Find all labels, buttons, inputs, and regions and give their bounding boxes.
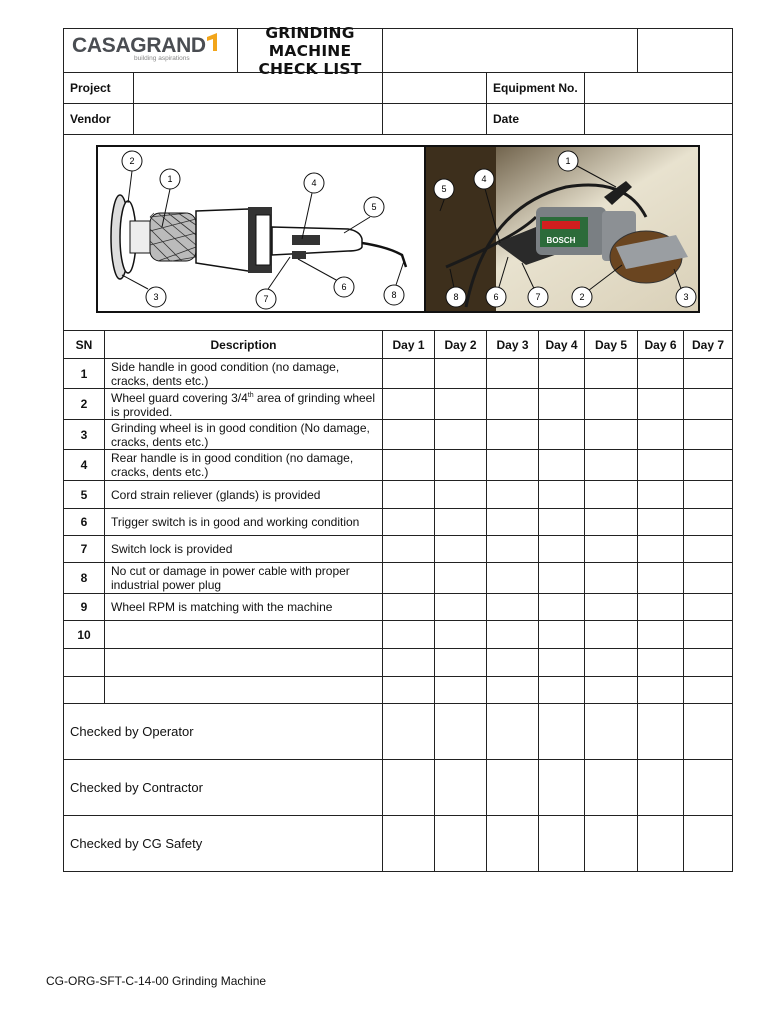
day-2-cell[interactable]: [435, 649, 487, 677]
day-6-cell[interactable]: [638, 594, 684, 621]
desc-text: area of grinding wheel is provided.: [111, 391, 376, 419]
signoff-day-7-cell[interactable]: [684, 816, 733, 872]
desc-text: Wheel guard covering 3/4: [111, 391, 248, 405]
day-3-cell[interactable]: [487, 420, 539, 450]
photo-row: [64, 135, 733, 331]
day-5-cell[interactable]: [585, 420, 638, 450]
day-5-cell[interactable]: [585, 677, 638, 704]
day-2-cell[interactable]: [435, 359, 487, 389]
row-description: Trigger switch is in good and working condition: [105, 509, 383, 536]
right-callout-label: 7: [535, 292, 541, 302]
day-4-cell[interactable]: [539, 420, 585, 450]
company-logo: [64, 29, 238, 72]
table-row: [64, 563, 733, 594]
vendor-field[interactable]: [134, 104, 382, 134]
vendor-label: Vendor: [64, 104, 134, 134]
day-7-cell[interactable]: [684, 359, 733, 389]
day-7-cell[interactable]: [684, 450, 733, 481]
day-5-cell[interactable]: [585, 509, 638, 536]
table-header-row: [64, 331, 733, 359]
day-2-cell[interactable]: [435, 536, 487, 563]
table-row: [64, 649, 733, 677]
table-row: [64, 481, 733, 509]
logo-tagline: building aspirations: [134, 55, 190, 62]
day-4-cell[interactable]: [539, 677, 585, 704]
project-field-extension[interactable]: [383, 73, 486, 103]
day-6-cell[interactable]: [638, 621, 684, 649]
left-callout-label: 3: [153, 292, 159, 302]
row-description: [105, 677, 383, 704]
day-2-cell[interactable]: [435, 621, 487, 649]
day-2-cell[interactable]: [435, 420, 487, 450]
day-5-cell[interactable]: [585, 649, 638, 677]
col-header: Description: [105, 331, 383, 359]
brand-text: BOSCH: [546, 236, 576, 245]
day-5-cell[interactable]: [585, 389, 638, 420]
row-description: Side handle in good condition (no damage, cracks, dents etc.): [105, 359, 383, 389]
col-header: Day 1: [383, 331, 435, 359]
row-description: [105, 649, 383, 677]
day-3-cell[interactable]: [487, 359, 539, 389]
checklist-table: [63, 23, 733, 872]
table-row: [64, 420, 733, 450]
day-6-cell[interactable]: [638, 450, 684, 481]
day-5-cell[interactable]: [585, 359, 638, 389]
day-2-cell[interactable]: [435, 594, 487, 621]
day-4-cell[interactable]: [539, 563, 585, 594]
col-header: Day 7: [684, 331, 733, 359]
day-1-cell[interactable]: [383, 389, 435, 420]
day-1-cell[interactable]: [383, 563, 435, 594]
day-5-cell[interactable]: [585, 536, 638, 563]
day-7-cell[interactable]: [684, 677, 733, 704]
row-sn: 1: [64, 359, 105, 389]
grinder-photo-image: [426, 147, 700, 313]
day-4-cell[interactable]: [539, 594, 585, 621]
day-6-cell[interactable]: [638, 359, 684, 389]
table-row: [64, 536, 733, 563]
row-sn: 2: [64, 389, 105, 420]
day-6-cell[interactable]: [638, 509, 684, 536]
day-4-cell[interactable]: [539, 389, 585, 420]
row-description: Rear handle is in good condition (no damage, cracks, dents etc.): [105, 450, 383, 481]
signoff-day-3-cell[interactable]: [487, 704, 539, 760]
signoff-day-7-cell[interactable]: [684, 760, 733, 816]
day-4-cell[interactable]: [539, 649, 585, 677]
day-5-cell[interactable]: [585, 594, 638, 621]
logo-cell: [64, 23, 383, 78]
row-sn: 8: [64, 563, 105, 594]
page-title: GRINDING MACHINE CHECK LIST: [258, 23, 362, 78]
row-sn: 5: [64, 481, 105, 509]
signoff-label: Checked by Operator: [64, 704, 383, 760]
day-2-cell[interactable]: [435, 563, 487, 594]
day-7-cell[interactable]: [684, 563, 733, 594]
header-blank-cell: [638, 29, 733, 73]
day-6-cell[interactable]: [638, 649, 684, 677]
signoff-day-5-cell[interactable]: [585, 760, 638, 816]
day-6-cell[interactable]: [638, 389, 684, 420]
day-4-cell[interactable]: [539, 536, 585, 563]
day-5-cell[interactable]: [585, 481, 638, 509]
row-description: Grinding wheel is in good condition (No damage, cracks, dents etc.): [105, 420, 383, 450]
day-6-cell[interactable]: [638, 677, 684, 704]
col-header: Day 2: [435, 331, 487, 359]
col-header: Day 5: [585, 331, 638, 359]
day-2-cell[interactable]: [435, 509, 487, 536]
day-6-cell[interactable]: [638, 563, 684, 594]
logo-mark-icon: [207, 33, 219, 51]
day-4-cell[interactable]: [539, 481, 585, 509]
day-3-cell[interactable]: [487, 481, 539, 509]
date-label: Date: [487, 104, 585, 135]
day-6-cell[interactable]: [638, 420, 684, 450]
day-4-cell[interactable]: [539, 509, 585, 536]
table-row: [64, 621, 733, 649]
signoff-label: Checked by Contractor: [64, 760, 383, 816]
day-7-cell[interactable]: [684, 509, 733, 536]
signoff-day-7-cell[interactable]: [684, 704, 733, 760]
equipment-no-label: Equipment No.: [487, 73, 585, 104]
left-callout-label: 1: [167, 174, 173, 184]
day-2-cell[interactable]: [435, 481, 487, 509]
left-callout-label: 7: [263, 294, 269, 304]
signoff-day-3-cell[interactable]: [487, 760, 539, 816]
signoff-day-6-cell[interactable]: [638, 816, 684, 872]
day-4-cell[interactable]: [539, 450, 585, 481]
day-7-cell[interactable]: [684, 536, 733, 563]
grinder-photo: [424, 145, 700, 313]
day-3-cell[interactable]: [487, 649, 539, 677]
table-row: [64, 594, 733, 621]
left-callout-label: 4: [311, 178, 317, 188]
right-callout-label: 3: [683, 292, 689, 302]
table-row: [64, 450, 733, 481]
row-description: [105, 389, 383, 420]
left-callout-label: 8: [391, 290, 397, 300]
equipment-no-field[interactable]: [585, 73, 733, 104]
left-callout-label: 5: [371, 202, 377, 212]
day-5-cell[interactable]: [585, 621, 638, 649]
row-sn: 4: [64, 450, 105, 481]
day-3-cell[interactable]: [487, 536, 539, 563]
col-header: Day 6: [638, 331, 684, 359]
signoff-day-5-cell[interactable]: [585, 816, 638, 872]
day-6-cell[interactable]: [638, 481, 684, 509]
desc-superscript: th: [247, 392, 254, 399]
signoff-day-1-cell[interactable]: [383, 760, 435, 816]
day-1-cell[interactable]: [383, 450, 435, 481]
day-7-cell[interactable]: [684, 420, 733, 450]
signoff-row: [64, 760, 733, 816]
project-field[interactable]: [134, 73, 382, 103]
row-description: No cut or damage in power cable with proper industrial power plug: [105, 563, 383, 594]
signoff-day-6-cell[interactable]: [638, 704, 684, 760]
signoff-day-2-cell[interactable]: [435, 704, 487, 760]
day-1-cell[interactable]: [383, 677, 435, 704]
day-1-cell[interactable]: [383, 359, 435, 389]
signoff-day-5-cell[interactable]: [585, 704, 638, 760]
right-callout-label: 5: [441, 184, 447, 194]
logo-text: CASAGRAND: [72, 34, 206, 57]
row-description: Switch lock is provided: [105, 536, 383, 563]
day-1-cell[interactable]: [383, 594, 435, 621]
vendor-field-extension[interactable]: [383, 104, 486, 134]
col-header: Day 3: [487, 331, 539, 359]
day-1-cell[interactable]: [383, 481, 435, 509]
vendor-row: [64, 104, 383, 135]
day-3-cell[interactable]: [487, 621, 539, 649]
signoff-label: Checked by CG Safety: [64, 816, 383, 872]
day-5-cell[interactable]: [585, 450, 638, 481]
table-row: [64, 509, 733, 536]
day-1-cell[interactable]: [383, 536, 435, 563]
day-6-cell[interactable]: [638, 536, 684, 563]
signoff-day-4-cell[interactable]: [539, 704, 585, 760]
row-sn: 9: [64, 594, 105, 621]
day-3-cell[interactable]: [487, 389, 539, 420]
signoff-day-4-cell[interactable]: [539, 816, 585, 872]
right-callout-label: 4: [481, 174, 487, 184]
signoff-day-2-cell[interactable]: [435, 816, 487, 872]
day-3-cell[interactable]: [487, 677, 539, 704]
day-1-cell[interactable]: [383, 621, 435, 649]
day-7-cell[interactable]: [684, 481, 733, 509]
row-sn: [64, 649, 105, 677]
row-description: [105, 621, 383, 649]
day-7-cell[interactable]: [684, 621, 733, 649]
day-5-cell[interactable]: [585, 563, 638, 594]
day-2-cell[interactable]: [435, 389, 487, 420]
signoff-day-6-cell[interactable]: [638, 760, 684, 816]
right-callout-label: 6: [493, 292, 499, 302]
day-7-cell[interactable]: [684, 389, 733, 420]
day-3-cell[interactable]: [487, 594, 539, 621]
row-sn: 10: [64, 621, 105, 649]
day-7-cell[interactable]: [684, 649, 733, 677]
day-4-cell[interactable]: [539, 359, 585, 389]
day-1-cell[interactable]: [383, 509, 435, 536]
right-callout-label: 8: [453, 292, 459, 302]
day-3-cell[interactable]: [487, 509, 539, 536]
day-2-cell[interactable]: [435, 677, 487, 704]
table-row: [64, 389, 733, 420]
project-row: [64, 73, 383, 104]
table-row: [64, 677, 733, 704]
signoff-day-1-cell[interactable]: [383, 816, 435, 872]
grinder-diagram: [96, 145, 424, 313]
grinder-line-drawing: [98, 147, 424, 313]
table-row: [64, 359, 733, 389]
signoff-row: [64, 816, 733, 872]
day-4-cell[interactable]: [539, 621, 585, 649]
left-callout-label: 6: [341, 282, 347, 292]
row-description: Wheel RPM is matching with the machine: [105, 594, 383, 621]
vendor-field-cont[interactable]: [383, 104, 487, 135]
document-code: CG-ORG-SFT-C-14-00 Grinding Machine: [46, 974, 267, 988]
col-header: SN: [64, 331, 105, 359]
row-sn: 6: [64, 509, 105, 536]
day-7-cell[interactable]: [684, 594, 733, 621]
signoff-day-1-cell[interactable]: [383, 704, 435, 760]
day-2-cell[interactable]: [435, 450, 487, 481]
left-callout-label: 2: [129, 156, 135, 166]
row-sn: [64, 677, 105, 704]
col-header: Day 4: [539, 331, 585, 359]
row-sn: 3: [64, 420, 105, 450]
row-description: Cord strain reliever (glands) is provided: [105, 481, 383, 509]
day-3-cell[interactable]: [487, 563, 539, 594]
signoff-row: [64, 704, 733, 760]
row-sn: 7: [64, 536, 105, 563]
title-spacer: [383, 29, 638, 73]
right-callout-label: 1: [565, 156, 571, 166]
signoff-day-3-cell[interactable]: [487, 816, 539, 872]
signoff-day-2-cell[interactable]: [435, 760, 487, 816]
right-callout-label: 2: [579, 292, 585, 302]
date-field[interactable]: [585, 104, 733, 135]
signoff-day-4-cell[interactable]: [539, 760, 585, 816]
project-label: Project: [64, 73, 134, 103]
day-1-cell[interactable]: [383, 420, 435, 450]
project-field-cont[interactable]: [383, 73, 487, 104]
day-1-cell[interactable]: [383, 649, 435, 677]
day-3-cell[interactable]: [487, 450, 539, 481]
